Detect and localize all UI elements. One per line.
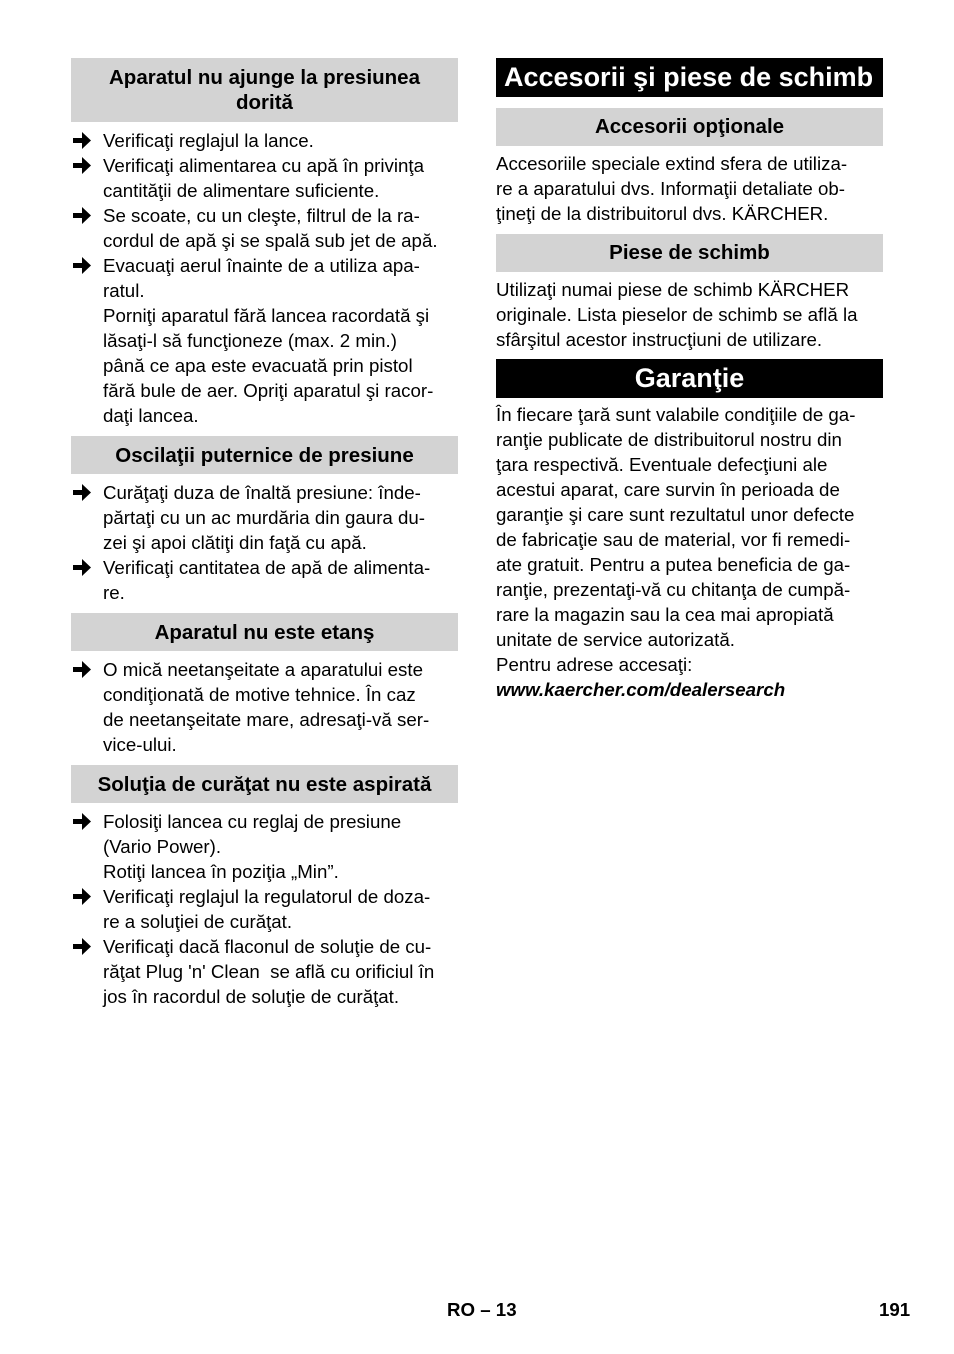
list-item: Curăţaţi duza de înaltă presiune: înde- părtaţi cu un ac murdăria din gaura du- zei şi apoi clătiţi din faţă cu apă.	[71, 480, 458, 555]
heading-accessories-spare-parts: Accesorii şi piese de schimb	[496, 58, 883, 97]
list-item: Verificaţi alimentarea cu apă în privinţa cantităţii de alimentare suficiente.	[71, 153, 458, 203]
list-item: Se scoate, cu un cleşte, filtrul de la ra- cordul de apă şi se spală sub jet de apă.	[71, 203, 458, 253]
paragraph-addresses: Pentru adrese accesaţi:	[496, 654, 693, 675]
list-item: Verificaţi dacă flaconul de soluţie de cu- răţat Plug 'n' Clean se află cu orificiul în jos în racordul de soluţie de curăţat.	[71, 934, 458, 1009]
arrow-right-icon	[73, 157, 91, 174]
arrow-right-icon	[73, 257, 91, 274]
list-item: Verificaţi reglajul la regulatorul de doza- re a soluţiei de curăţat.	[71, 884, 458, 934]
page-number: 191	[879, 1299, 911, 1320]
heading-detergent-not-sucked: Soluţia de curăţat nu este aspirată	[71, 765, 458, 803]
heading-warranty: Garanţie	[496, 359, 883, 398]
heading-pressure-oscillations: Oscilaţii puternice de presiune	[71, 436, 458, 474]
heading-pressure-not-reached: Aparatul nu ajunge la presiunea dorită	[71, 58, 458, 122]
list-item: O mică neetanşeitate a aparatului este condiţionată de motive tehnice. În caz de neetanşeitate mare, adresaţi-vă ser- vice-ului.	[71, 657, 458, 757]
left-column	[71, 58, 458, 1009]
arrow-right-icon	[73, 661, 91, 678]
arrow-right-icon	[73, 888, 91, 905]
footer-section: RO – 13	[447, 1299, 517, 1320]
list-item: Evacuaţi aerul înainte de a utiliza apa- ratul.	[71, 253, 458, 303]
heading-not-sealed: Aparatul nu este etanş	[71, 613, 458, 651]
arrow-right-icon	[73, 938, 91, 955]
dealer-search-link[interactable]: www.kaercher.com/dealersearch	[496, 679, 786, 700]
list-item-note: Porniţi aparatul fără lancea racordată şi lăsaţi-l să funcţioneze (max. 2 min.) până ce apa este evacuată prin pistol fără bule de aer. Opriţi aparatul şi racor- daţi lancea.	[103, 305, 434, 426]
arrow-right-icon	[73, 207, 91, 224]
paragraph-warranty: În fiecare ţară sunt valabile condiţiile de ga- ranţie publicate de distribuitorul nostru din ţara respectivă. Eventuale defecţiuni ale acestui aparat, care survin în perioada de garanţie şi care sunt rezultatul unor defecte de fabricaţie sau de material, vor fi remedi- ate gratuit. Pentru a putea beneficia de ga- ranţie, prezentaţi-vă cu chitanţa de cumpă- rare la magazin sau la cea mai apropiată unitate de service autorizată.	[496, 404, 856, 650]
list-item: Verificaţi reglajul la lance.	[71, 128, 458, 153]
right-column	[496, 58, 883, 702]
paragraph-spare-parts: Utilizaţi numai piese de schimb KÄRCHER originale. Lista pieselor de schimb se află la sfârşitul acestor instrucţiuni de utilizare.	[496, 279, 858, 350]
list-item: Folosiţi lancea cu reglaj de presiune (Vario Power).	[71, 809, 458, 859]
arrow-right-icon	[73, 132, 91, 149]
heading-optional-accessories: Accesorii opţionale	[496, 108, 883, 146]
list-item: Verificaţi cantitatea de apă de alimenta- re.	[71, 555, 458, 605]
arrow-right-icon	[73, 813, 91, 830]
arrow-right-icon	[73, 484, 91, 501]
heading-spare-parts: Piese de schimb	[496, 234, 883, 272]
arrow-right-icon	[73, 559, 91, 576]
paragraph-accessories: Accesoriile speciale extind sfera de utiliza- re a aparatului dvs. Informaţii detaliate ob- ţineţi de la distribuitorul dvs. KÄRCHER.	[496, 153, 848, 224]
list-item-note: Rotiţi lancea în poziţia „Min”.	[103, 861, 339, 882]
